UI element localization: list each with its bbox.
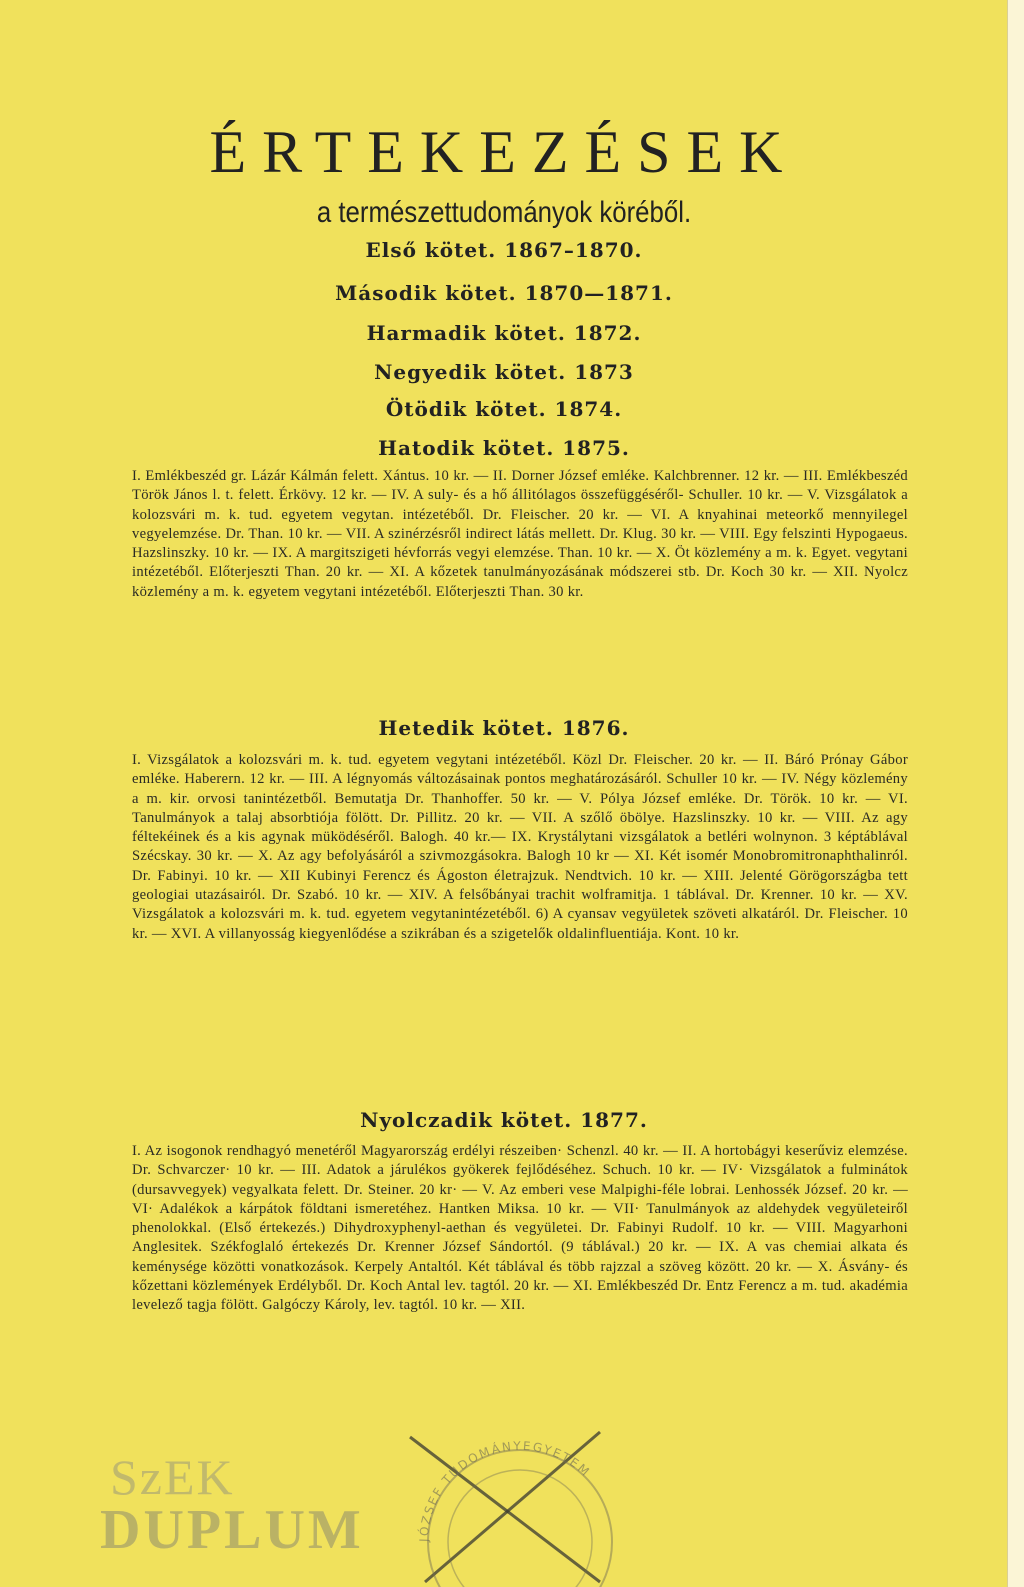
volume-8-heading: Nyolczadik kötet. 1877. xyxy=(360,1108,648,1132)
volume-2-heading: Második kötet. 1870—1871. xyxy=(335,281,673,305)
seal-text: JÓZSEF TUDOMÁNYEGYETEM xyxy=(416,1438,594,1543)
svg-text:JÓZSEF TUDOMÁNYEGYETEM xyxy=(416,1439,593,1543)
library-stamp-line-1: SzEK xyxy=(110,1449,235,1505)
volume-5-heading: Ötödik kötet. 1874. xyxy=(385,397,623,421)
page-subtitle: a természettudományok köréből. xyxy=(316,196,692,229)
volume-6-contents: I. Emlékbeszéd gr. Lázár Kálmán felett. Xántus. 10 kr. — II. Dorner József emléke. Kalchbrenner. 12 kr. — III. Emlékbeszéd Török János l. t. felett. Érkövy. 12 kr. — IV. A suly- és a hő állitólagos összefüggéséről- Schuller. 10 kr. — V. Vizsgálatok a kolozsvári m. k. tud. egyetem vegytan. intézetéből. Dr. Fleischer. 20 kr. — VI. A knyahinai meteorkő mennyilegel vegyelemzése. Dr. Than. 10 kr. — VII. A szinérzésről indirect látás mellett. Dr. Klug. 30 kr. — VIII. Egy felszinti Hypogaeus. Hazslinszky. 10 kr. — IX. A margitszigeti hévforrás vegyi elemzése. Than. 10 kr. — X. Öt közlemény a m. k. Egyet. vegytani intézetéből. Előterjeszti Than. 20 kr. — XI. A kőzetek tanulmányozásának módszerei stb. Dr. Koch 30 kr. — XII. Nyolcz közlemény a m. k. egyetem vegytani intézetéből. Előterjeszti Than. 30 kr. xyxy=(132,468,908,600)
volume-8-contents: I. Az isogonok rendhagyó menetéről Magyarország erdélyi részeiben· Schenzl. 40 kr. — II. A hortobágyi keserűviz elemzése. Dr. Schvarczer· 10 kr. — III. Adatok a járulékos gyökerek fejlődéséhez. Schuch. 10 kr. — IV· Vizsgálatok a fulminátok (dursavvegyek) vegyalkata felett. Dr. Steiner. 20 kr· — V. Az emberi vese Malpighi-féle lobrai. Lenhossék József. 20 kr. — VI· Adalékok a kárpátok földtani ismeretéhez. Hantken Miksa. 10 kr. — VII· Tanulmányok az aldehydek vegyületeiről phenolokkal. (Első értekezés.) Dihydroxyphenyl-aethan és vegyületei. Dr. Fabinyi Rudolf. 10 kr. — VIII. Magyarhoni Anglesitek. Székfoglaló értekezés Dr. Krenner József Sándortól. (9 táblával.) 20 kr. — IX. A vas chemiai alkata és keménysége közötti vonatkozások. Kerpely Antaltól. Két táblával és több rajzzal a szöveg között. 20 kr. — X. Ásvány- és kőzettani közlemények Erdélyből. Dr. Koch Antal lev. tagtól. 20 kr. — XI. Emlékbeszéd Dr. Entz Ferencz a m. tud. akadémia levelező tagja fölött. Galgóczy Károly, lev. tagtól. 10 kr. — XII. xyxy=(132,1143,908,1314)
university-seal-icon xyxy=(400,1422,640,1587)
volume-7-heading: Hetedik kötet. 1876. xyxy=(378,716,630,740)
volume-6-heading: Hatodik kötet. 1875. xyxy=(378,436,630,460)
volume-1-heading: Első kötet. 1867–1870. xyxy=(365,238,643,262)
library-stamp-line-2: DUPLUM xyxy=(100,1499,364,1561)
volume-4-heading: Negyedik kötet. 1873 xyxy=(374,360,634,384)
page-edge xyxy=(1007,0,1024,1587)
page-title: ÉRTEKEZÉSEK xyxy=(209,119,799,185)
volume-3-heading: Harmadik kötet. 1872. xyxy=(366,321,642,345)
volume-7-contents: I. Vizsgálatok a kolozsvári m. k. tud. egyetem vegytani intézetéből. Közl Dr. Fleischer. 20 kr. — II. Báró Prónay Gábor emléke. Haberern. 12 kr. — III. A légnyomás változásainak pontos meghatározásáról. Schuller 10 kr. — IV. Négy közlemény a m. kir. orvosi tanintézetből. Bemutatja Dr. Thanhoffer. 50 kr. — V. Pólya József emléke. Dr. Török. 10 kr. — VI. Tanulmányok a talaj absorbtiója fölött. Dr. Pillitz. 20 kr. — VII. A szőlő öbölye. Hazslinszky. 10 kr. — VIII. Az agy féltekéinek és a kis agynak müködéséről. Balogh. 40 kr.— IX. Krystálytani vizsgálatok a betléri wolnynon. 3 képtáblával Szécskay. 30 kr. — X. Az agy befolyásáról a szivmozgásokra. Balogh 10 kr — XI. Két isomér Monobromitronaphthalinról. Dr. Fabinyi. 10 kr. — XII Kubinyi Ferencz és Ágoston életrajzuk. Nendtvich. 10 kr. — XIII. Jelenté Görögországba tett geologiai utazásairól. Dr. Szabó. 10 kr. — XIV. A felsőbányai trachit wolframitja. 1 táblával. Dr. Krenner. 10 kr. — XV. Vizsgálatok a kolozsvári m. k. tud. egyetem vegytanintézetéből. 6) A cyansav vegyületek szöveti alkatáról. Dr. Fleischer. 10 kr. — XVI. A villanyosság kiegyenlődése a szikrában és a szigetelők oldalinfluentiája. Kont. 10 kr. xyxy=(132,752,908,942)
